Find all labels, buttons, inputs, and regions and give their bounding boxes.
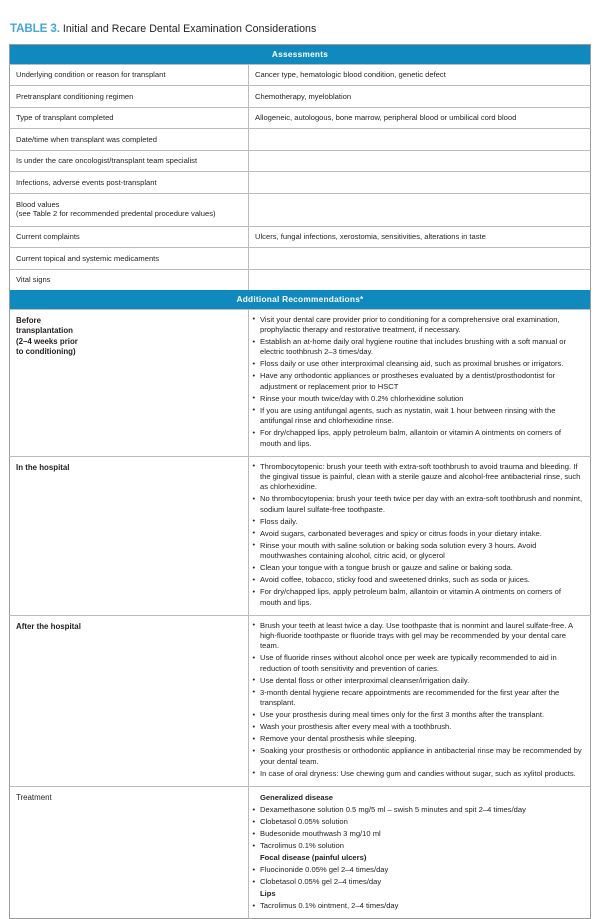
list-item: • Use your prosthesis during meal times only for the first 3 months after the transplant.	[252, 710, 584, 720]
list-item: • Use of fluoride rinses without alcohol once per week are typically recommended to aid in reduction of tooth sensitivity and prevention of caries.	[252, 653, 584, 674]
recommendation-group-label	[10, 309, 249, 456]
assessment-item: Pretransplant conditioning regimen	[10, 86, 249, 108]
table-row	[10, 248, 591, 270]
assessment-item: Infections, adverse events post-transplant	[10, 172, 249, 194]
assessment-value	[249, 193, 591, 226]
recommendation-group-label: In the hospital	[10, 456, 249, 615]
bullet-list	[252, 621, 584, 779]
list-item: • Soaking your prosthesis or orthodontic appliance in antibacterial rinse may be recommended by your dental team.	[252, 746, 584, 767]
list-item: • Dexamethasone solution 0.5 mg/5 ml – swish 5 minutes and spit 2–4 times/day	[252, 805, 584, 815]
list-item: • In case of oral dryness: Use chewing gum and candies without sugar, such as xylitol products.	[252, 769, 584, 779]
table-number-label: TABLE 3.	[10, 22, 60, 35]
recommendations-band-row	[10, 290, 591, 309]
list-item: • Floss daily.	[252, 517, 584, 527]
list-item: • Avoid coffee, tobacco, sticky food and sweetened drinks, such as soda or juices.	[252, 575, 584, 585]
list-item: • Floss daily or use other interproximal cleansing aid, such as proximal brushes or irrigators.	[252, 359, 584, 369]
treatment-list	[252, 793, 584, 911]
table-row	[10, 64, 591, 86]
table-row	[10, 172, 591, 194]
recommendation-group-label: Treatment	[10, 786, 249, 918]
assessment-item: Current complaints	[10, 226, 249, 248]
list-item: • Establish an at-home daily oral hygiene routine that includes brushing with a soft manual or electric toothbrush 2–3 times/day.	[252, 337, 584, 358]
recommendation-group-body	[249, 309, 591, 456]
table-row	[10, 226, 591, 248]
table-body	[10, 45, 591, 919]
treatment-heading: Lips	[260, 888, 276, 898]
table-row	[10, 150, 591, 172]
assessment-value: Allogeneic, autologous, bone marrow, peripheral blood or umbilical cord blood	[249, 107, 591, 129]
table-row	[10, 269, 591, 290]
recommendation-group-body	[249, 615, 591, 786]
list-item: • Wash your prosthesis after every meal with a toothbrush.	[252, 722, 584, 732]
assessment-value	[249, 269, 591, 290]
list-item: • For dry/chapped lips, apply petroleum balm, allantoin or vitamin A ointments on corners of mouth and lips.	[252, 428, 584, 449]
recommendation-group-row	[10, 786, 591, 918]
list-item: • Budesonide mouthwash 3 mg/10 ml	[252, 829, 584, 839]
assessment-value: Cancer type, hematologic blood condition, genetic defect	[249, 64, 591, 86]
dental-examination-table	[9, 44, 591, 919]
document-page	[0, 22, 600, 910]
label-line: Before	[16, 315, 41, 325]
treatment-heading: Generalized disease	[260, 793, 334, 803]
assessment-value: Ulcers, fungal infections, xerostomia, sensitivities, alterations in taste	[249, 226, 591, 248]
list-item: • If you are using antifungal agents, such as nystatin, wait 1 hour between rinsing with the antifungal rinse and chlorhexidine rinse.	[252, 406, 584, 427]
assessment-value	[249, 248, 591, 270]
assessment-item: Type of transplant completed	[10, 107, 249, 129]
assessment-item: Vital signs	[10, 269, 249, 290]
label-line: (2–4 weeks prior	[16, 336, 78, 346]
list-item: • Clobetasol 0.05% solution	[252, 817, 584, 827]
recommendation-group-row	[10, 309, 591, 456]
list-item: • Fluocinonide 0.05% gel 2–4 times/day	[252, 865, 584, 875]
list-item: • Have any orthodontic appliances or prostheses evaluated by a dentist/prosthodontist for adjustment or replacement prior to HSCT	[252, 371, 584, 392]
assessment-item: Is under the care oncologist/transplant team specialist	[10, 150, 249, 172]
list-item: • Tacrolimus 0.1% ointment, 2–4 times/day	[252, 901, 584, 911]
list-item: • Avoid sugars, carbonated beverages and spicy or citrus foods in your dietary intake.	[252, 529, 584, 539]
list-item: • Brush your teeth at least twice a day. Use toothpaste that is nonmint and laurel sulfate-free. A high-fluoride toothpaste or fluoride trays with gel may be recommended by your dental care team.	[252, 621, 584, 652]
list-item: • Rinse your mouth twice/day with 0.2% chlorhexidine solution	[252, 394, 584, 404]
recommendation-group-label: After the hospital	[10, 615, 249, 786]
assessment-value: Chemotherapy, myeloblation	[249, 86, 591, 108]
recommendation-group-row	[10, 456, 591, 615]
list-item: • Use dental floss or other interproximal cleanser/irrigation daily.	[252, 676, 584, 686]
assessment-item-line-1: Blood values	[16, 199, 60, 209]
label-line: transplantation	[16, 326, 73, 336]
table-title: Initial and Recare Dental Examination Considerations	[62, 23, 317, 35]
assessment-item	[10, 193, 249, 226]
assessment-item-line-2: (see Table 2 for recommended predental procedure values)	[16, 209, 216, 218]
table-row	[10, 193, 591, 226]
recommendations-band-label: Additional Recommendations*	[10, 290, 591, 309]
assessment-item: Date/time when transplant was completed	[10, 129, 249, 151]
assessments-band-label: Assessments	[10, 45, 591, 65]
table-row	[10, 86, 591, 108]
bullet-list	[252, 462, 584, 608]
list-item: • For dry/chapped lips, apply petroleum balm, allantoin or vitamin A ointments on corners of mouth and lips.	[252, 587, 584, 608]
assessment-item: Underlying condition or reason for transplant	[10, 64, 249, 86]
assessment-value	[249, 172, 591, 194]
table-row	[10, 129, 591, 151]
list-item: • Clobetasol 0.05% gel 2–4 times/day	[252, 877, 584, 887]
list-item: • Remove your dental prosthesis while sleeping.	[252, 734, 584, 744]
list-item: • Clean your tongue with a tongue brush or gauze and saline or baking soda.	[252, 563, 584, 573]
assessments-band-row	[10, 45, 591, 65]
assessment-item: Current topical and systemic medicaments	[10, 248, 249, 270]
list-item: • Thrombocytopenic: brush your teeth with extra-soft toothbrush to avoid trauma and bleeding. If the gingival tissue is painful, clean with a sterile gauze and alcohol-free antibacterial rinse, such as chlorhexidine.	[252, 462, 584, 493]
recommendation-group-body	[249, 786, 591, 918]
list-item: • Rinse your mouth with saline solution or baking soda solution every 3 hours. Avoid mouthwashes containing alcohol, citric acid, or glycerol	[252, 541, 584, 562]
recommendation-group-body	[249, 456, 591, 615]
assessment-value	[249, 129, 591, 151]
list-item: • Tacrolimus 0.1% solution	[252, 841, 584, 851]
assessment-value	[249, 150, 591, 172]
treatment-heading: Focal disease (painful ulcers)	[260, 853, 367, 862]
recommendation-group-row	[10, 615, 591, 786]
table-row	[10, 107, 591, 129]
bullet-list	[252, 315, 584, 449]
label-line: to conditioning)	[16, 347, 76, 357]
table-caption	[10, 22, 591, 36]
list-item: • 3-month dental hygiene recare appointments are recommended for the first year after the transplant.	[252, 688, 584, 709]
list-item: • No thrombocytopenia: brush your teeth twice per day with an extra-soft toothbrush and nonmint, sodium laurel sulfate-free toothpaste.	[252, 494, 584, 515]
list-item: • Visit your dental care provider prior to conditioning for a comprehensive oral examination, prophylactic therapy and restorative treatment, if necessary.	[252, 315, 584, 336]
